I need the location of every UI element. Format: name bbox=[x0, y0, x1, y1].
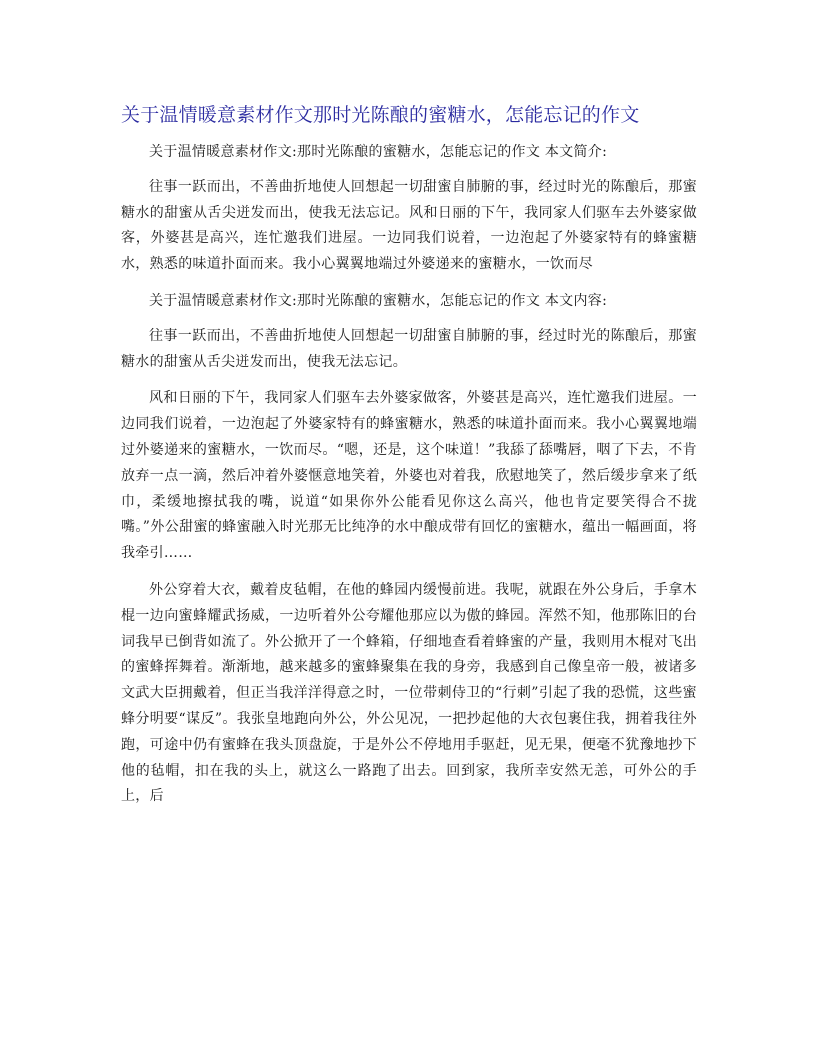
document-body bbox=[121, 140, 697, 821]
body-paragraph: 外公穿着大衣，戴着皮毡帽，在他的蜂园内缓慢前进。我呢，就跟在外公身后，手拿木棍一边向蜜蜂耀武扬威，一边听着外公夸耀他那应以为傲的蜂园。浑然不知，他那陈旧的台词我早已倒背如流了。外公掀开了一个蜂箱，仔细地查看着蜂蜜的产量，我则用木棍对飞出的蜜蜂挥舞着。渐渐地，越来越多的蜜蜂聚集在我的身旁，我感到自己像皇帝一般，被诸多文武大臣拥戴着，但正当我洋洋得意之时，一位带刺侍卫的“行刺”引起了我的恐慌，这些蜜蜂分明要“谋反”。我张皇地跑向外公，外公见况，一把抄起他的大衣包裹住我，拥着我往外跑，可途中仍有蜜蜂在我头顶盘旋，于是外公不停地用手驱赶，见无果，便毫不犹豫地抄下他的毡帽，扣在我的头上，就这么一路跑了出去。回到家，我所幸安然无恙，可外公的手上，后 bbox=[121, 581, 697, 805]
content-heading: 关于温情暖意素材作文:那时光陈酿的蜜糖水，怎能忘记的作文 本文内容: bbox=[149, 292, 608, 309]
document-title: 关于温情暖意素材作文那时光陈酿的蜜糖水，怎能忘记的作文 bbox=[121, 104, 640, 126]
body-paragraph: 往事一跃而出，不善曲折地使人回想起一切甜蜜自肺腑的事，经过时光的陈酿后，那蜜糖水的甜蜜从舌尖迸发而出，使我无法忘记。 bbox=[121, 327, 697, 370]
body-paragraph: 风和日丽的下午，我同家人们驱车去外婆家做客，外婆甚是高兴，连忙邀我们进屋。一边同我们说着，一边泡起了外婆家特有的蜂蜜糖水，熟悉的味道扑面而来。我小心翼翼地端过外婆递来的蜜糖水，一饮而尽。“嗯，还是，这个味道！”我舔了舔嘴唇，咽了下去，不肯放弃一点一滴，然后冲着外婆惬意地笑着，外婆也对着我，欣慰地笑了，然后缓步拿来了纸巾，柔缓地擦拭我的嘴，说道“如果你外公能看见你这么高兴，他也肯定要笑得合不拢嘴。”外公甜蜜的蜂蜜融入时光那无比纯净的水中酿成带有回忆的蜜糖水，蕴出一幅画面，将我牵引…… bbox=[121, 390, 697, 562]
summary-heading: 关于温情暖意素材作文:那时光陈酿的蜜糖水，怎能忘记的作文 本文简介: bbox=[149, 144, 608, 160]
summary-paragraph: 往事一跃而出，不善曲折地使人回想起一切甜蜜自肺腑的事，经过时光的陈酿后，那蜜糖水的甜蜜从舌尖迸发而出，使我无法忘记。风和日丽的下午，我同家人们驱车去外婆家做客，外婆甚是高兴，连忙邀我们进屋。一边同我们说着，一边泡起了外婆家特有的蜂蜜糖水，熟悉的味道扑面而来。我小心翼翼地端过外婆递来的蜜糖水，一饮而尽 bbox=[121, 178, 697, 273]
